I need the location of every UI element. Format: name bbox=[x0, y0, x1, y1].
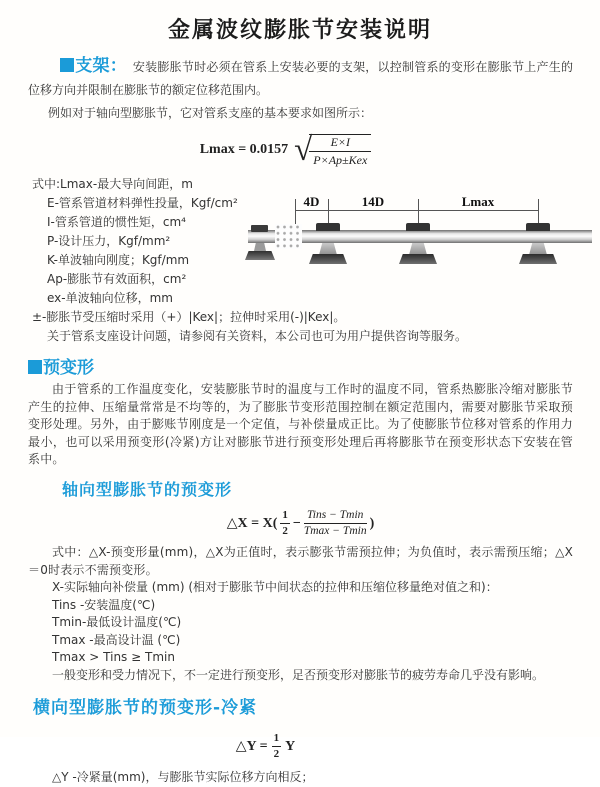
lmax-formula-denominator: P×Ap±Kex bbox=[313, 153, 368, 167]
legend-item: ex-单波轴向位移，mm bbox=[47, 291, 173, 305]
blue-square-icon bbox=[28, 360, 42, 374]
axial-variable-item: 一般变形和受力情况下，不一定进行预变形，足否预变形对膨胀节的疲劳寿命几乎没有影响。 bbox=[52, 667, 545, 682]
dim-label-14d: 14D bbox=[361, 194, 385, 209]
legend-item: ±-膨胀节受压缩时采用（+）|Kex|；拉伸时采用(-)|Kex|。 bbox=[32, 310, 346, 324]
support-cap bbox=[406, 223, 430, 231]
anchor-support bbox=[251, 225, 268, 232]
axial-variable-item: Tmin-最低设计温度(℃) bbox=[52, 615, 182, 630]
anchor-base bbox=[245, 251, 275, 260]
support-section-header: 支架： bbox=[75, 56, 127, 76]
legend-item: E-管系管道材料弹性投量，Kgf/cm² bbox=[47, 196, 238, 210]
anchor-pedestal bbox=[254, 243, 266, 251]
support-cap bbox=[526, 223, 550, 231]
support-pedestal bbox=[319, 243, 337, 255]
support-pedestal bbox=[409, 243, 427, 255]
delta-x-formula-lhs: △X = X( bbox=[226, 516, 278, 532]
delta-x-formula bbox=[28, 509, 573, 540]
blue-square-icon bbox=[60, 58, 74, 72]
fraction-denominator: Tmax − Tmin bbox=[303, 525, 367, 538]
fraction-numerator: 1 bbox=[280, 509, 290, 524]
page-title: 金属波纹膨胀节安装说明 bbox=[167, 18, 432, 43]
axial-variable-list bbox=[28, 579, 573, 684]
axial-variable-item: Tmax -最高设计温 (℃) bbox=[52, 632, 181, 647]
support-example-text: 例如对于轴向型膨胀节，它对管系支座的基本要求如图所示： bbox=[48, 106, 373, 120]
dimension-line bbox=[295, 210, 539, 211]
legend-item: I-管系管道的惯性矩，cm⁴ bbox=[47, 215, 186, 229]
fraction-numerator: 1 bbox=[272, 732, 282, 747]
axial-variable-item: Tins -安装温度(℃) bbox=[52, 597, 156, 612]
preform-section-header: 预变形 bbox=[43, 358, 94, 378]
dim-label-4d: 4D bbox=[303, 194, 320, 209]
delta-y-formula bbox=[0, 732, 538, 761]
axial-subsection-header: 轴向型膨胀节的预变形 bbox=[62, 479, 233, 499]
one-half-fraction bbox=[280, 509, 290, 538]
support-base bbox=[519, 254, 557, 264]
fraction-denominator: 2 bbox=[273, 748, 280, 761]
preform-body-text: 由于管系的工作温度变化，安装膨胀节时的温度与工作时的温度不同，管系热膨胀冷缩对膨胀节产生的拉伸、压缩量常常是不均等的，为了膨胀节变形范围控制在额定范围内，需要对膨胀节采取预变形处理。另外，由于膨账节刚度是一个定值，与补偿量成正比。为了使膨胀节位移对管系的作用力最小，也可以采用预变形(冷紧)方让对膨胀节进行预变形处理后再将膨胀节在预变形状态下安装在管系中。 bbox=[28, 382, 573, 466]
axial-variable-item: Tmax > Tins ≥ Tmin bbox=[52, 650, 175, 665]
lmax-formula bbox=[13, 132, 558, 168]
legend-item: K-单波轴向刚度；Kgf/mm bbox=[47, 253, 190, 267]
support-base bbox=[309, 254, 347, 264]
lmax-formula-numerator: E×I bbox=[309, 135, 371, 152]
pipe-support-diagram bbox=[243, 193, 595, 289]
support-pedestal bbox=[529, 243, 547, 255]
minus-sign: − bbox=[292, 515, 301, 531]
bellows-icon bbox=[275, 224, 302, 249]
dim-label-lmax: Lmax bbox=[461, 194, 495, 209]
transverse-subsection-header: 横向型膨胀节的预变形-冷紧 bbox=[33, 698, 258, 719]
legend-item: 式中:Lmax-最大导向间距，m bbox=[32, 177, 193, 191]
axial-variable-item: X-实际轴向补偿量 (mm) (相对于膨胀节中间状态的拉伸和压缩位移量绝对值之和)： bbox=[52, 580, 498, 595]
preform-header-line bbox=[28, 358, 573, 378]
transverse-note-text: △Y -冷紧量(mm)，与膨胀节实际位移方向相反； bbox=[52, 770, 314, 785]
one-half-fraction bbox=[272, 732, 282, 761]
fraction-numerator: Tins − Tmin bbox=[304, 509, 367, 525]
support-base bbox=[399, 254, 437, 264]
support-cap bbox=[316, 223, 340, 231]
support-intro-paragraph bbox=[28, 55, 573, 102]
fraction-denominator: 2 bbox=[282, 525, 288, 538]
lmax-formula-lhs: Lmax = 0.0157 bbox=[199, 142, 289, 157]
square-root-icon: √ bbox=[294, 132, 313, 168]
delta-x-formula-rhs: ) bbox=[369, 515, 375, 531]
legend-item: P-设计压力，Kgf/mm² bbox=[47, 234, 171, 248]
page-content bbox=[0, 55, 600, 787]
legend-item: Ap-膨胀节有效面积，cm² bbox=[47, 272, 187, 286]
delta-y-formula-rhs: Y bbox=[285, 738, 296, 754]
legend-item: 关于管系支座设计问题，请参阅有关资料，本公司也可为用户提供咨询等服务。 bbox=[47, 329, 468, 343]
axial-explain-text: 式中：△X-预变形量(mm)，△X为正值时，表示膨张节需预拉伸；为负值时，表示需预压缩；△X＝0时表示不需预变形。 bbox=[28, 545, 573, 577]
temperature-fraction bbox=[304, 509, 367, 540]
support-intro-text: 安装膨胀节时必须在管系上安装必要的支架，以控制管系的变形在膨胀节上产生的位移方向并限制在膨胀节的额定位移范围内。 bbox=[28, 60, 573, 97]
lmax-formula-fraction bbox=[309, 134, 371, 168]
delta-y-formula-lhs: △Y = bbox=[235, 739, 268, 755]
